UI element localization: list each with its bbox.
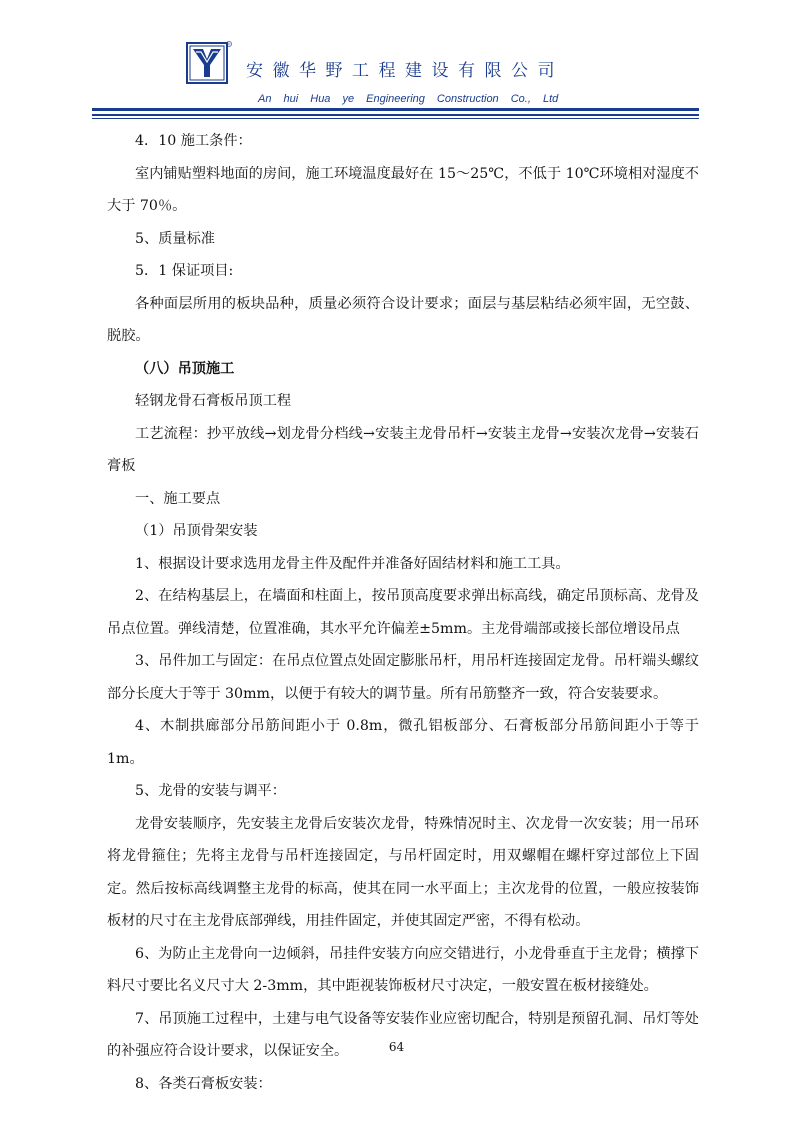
paragraph: 3、吊件加工与固定：在吊点位置点处固定膨胀吊杆，用吊杆连接固定龙骨。吊杆端头螺纹部分长度大于等于 30mm，以便于有较大的调节量。所有吊筋整齐一致，符合安装要求。 (107, 653, 699, 702)
header-rule-mid (92, 114, 699, 116)
header-rule-thin (92, 118, 699, 119)
paragraph: 龙骨安装顺序，先安装主龙骨后安装次龙骨，特殊情况时主、次龙骨一次安装；用一吊环将龙骨箍住；先将主龙骨与吊杆连接固定，与吊杆固定时，用双螺帽在螺杆穿过部位上下固定。然后按标高线调整主龙骨的标高，使其在同一水平面上；主次龙骨的位置，一般应按装饰板材的尺寸在主龙骨底部弹线，用挂件固定，并使其固定严密，不得有松动。 (107, 815, 699, 929)
paragraph: 2、在结构基层上，在墙面和柱面上，按吊顶高度要求弹出标高线，确定吊顶标高、龙骨及吊点位置。弹线清楚，位置准确，其水平允许偏差±5mm。主龙骨端部或接长部位增设吊点 (107, 588, 699, 637)
section-heading: 5．1 保证项目: (135, 263, 234, 279)
section-heading: 5、质量标准 (135, 230, 215, 247)
page-number: 64 (388, 1040, 405, 1054)
subheading: （1）吊顶骨架安装 (135, 523, 258, 539)
paragraph: 7、吊顶施工过程中，土建与电气设备等安装作业应密切配合，特别是预留孔洞、吊灯等处的补强应符合设计要求，以保证安全。 (107, 1010, 699, 1059)
company-name-en: An hui Hua ye Engineering Construction Co., Ltd (258, 93, 559, 105)
paragraph: 1、根据设计要求选用龙骨主件及配件并准备好固结材料和施工工具。 (135, 555, 570, 572)
subheading: 轻钢龙骨石膏板吊顶工程 (135, 393, 292, 409)
header-rule-thick (92, 108, 699, 111)
chapter-heading: （八）吊顶施工 (135, 360, 235, 377)
paragraph: 室内铺贴塑料地面的房间，施工环境温度最好在 15～25℃，不低于 10℃环境相对湿度不大于 70％。 (107, 165, 699, 214)
section-heading: 4．10 施工条件： (135, 133, 252, 149)
company-logo-icon (186, 40, 232, 86)
paragraph: 各种面层所用的板块品种，质量必须符合设计要求；面层与基层粘结必须牢固，无空鼓、脱胶。 (107, 295, 699, 344)
paragraph: 4、木制拱廊部分吊筋间距小于 0.8m，微孔铝板部分、石膏板部分吊筋间距小于等于 1m。 (107, 718, 699, 767)
section-heading: 一、施工要点 (135, 490, 221, 507)
paragraph: 工艺流程：抄平放线→划龙骨分档线→安装主龙骨吊杆→安装主龙骨→安装次龙骨→安装石膏板 (107, 425, 699, 474)
company-name-cn: 安徽华野工程建设有限公司 (246, 61, 564, 81)
paragraph: 5、龙骨的安装与调平： (135, 783, 286, 799)
document-body (107, 125, 699, 1100)
registered-mark: ® (227, 42, 231, 47)
paragraph: 6、为防止主龙骨向一边倾斜，吊挂件安装方向应交错进行，小龙骨垂直于主龙骨；横撑下料尺寸要比名义尺寸大 2-3mm，其中距视装饰板材尺寸决定，一般安置在板材接缝处。 (107, 945, 699, 994)
paragraph: 8、各类石膏板安装： (135, 1075, 272, 1092)
